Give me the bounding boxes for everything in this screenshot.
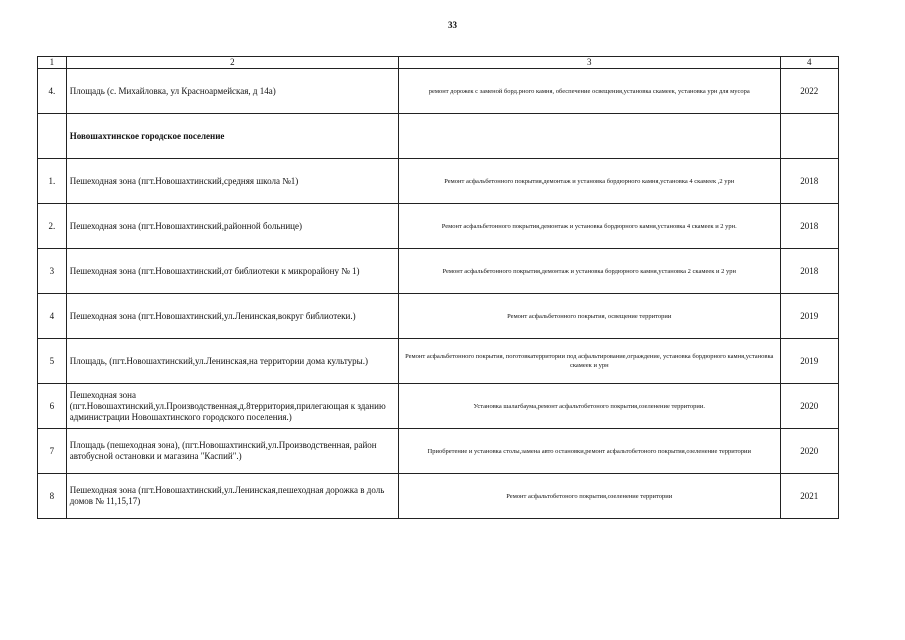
column-header: 1	[38, 57, 67, 69]
row-number	[38, 114, 67, 159]
location-cell: Пешеходная зона (пгт.Новошахтинский,районной больнице)	[66, 204, 398, 249]
works-cell: Ремонт асфальбетонного покрытия,демонтаж и установка бордюрного камня,установка 4 скамеек и 2 урн.	[399, 204, 781, 249]
row-number: 4.	[38, 69, 67, 114]
section-row	[38, 114, 839, 159]
works-cell: Установка шалагбаума,ремонт асфальтобетоного покрытия,озеленение территории.	[399, 384, 781, 429]
table-row	[38, 474, 839, 519]
table-row	[38, 69, 839, 114]
location-cell: Пешеходная зона (пгт.Новошахтинский,средняя школа №1)	[66, 159, 398, 204]
improvement-table	[37, 56, 839, 519]
year-cell: 2018	[780, 249, 838, 294]
page-number: 33	[448, 20, 457, 30]
location-cell: Пешеходная зона (пгт.Новошахтинский,ул.Ленинская,вокруг библиотеки.)	[66, 294, 398, 339]
year-cell: 2020	[780, 384, 838, 429]
row-number: 7	[38, 429, 67, 474]
row-number: 8	[38, 474, 67, 519]
section-title: Новошахтинское городское поселение	[66, 114, 398, 159]
year-cell: 2021	[780, 474, 838, 519]
table-row	[38, 249, 839, 294]
works-cell: Ремонт асфальбетонного покрытия, освещение территории	[399, 294, 781, 339]
row-number: 2.	[38, 204, 67, 249]
column-header: 2	[66, 57, 398, 69]
row-number: 5	[38, 339, 67, 384]
works-cell	[399, 114, 781, 159]
location-cell: Площадь (пешеходная зона), (пгт.Новошахтинский,ул.Производственная, район автобусной остановки и магазина "Каспий".)	[66, 429, 398, 474]
works-cell: ремонт дорожек с заменой борд.рного камня, обеспечение освещения,установка скамеек, установка урн для мусора	[399, 69, 781, 114]
row-number: 1.	[38, 159, 67, 204]
works-cell: Приобретение и установка столы,замена авто остановки,ремонт асфальтобетоного покрытия,озеленение территории	[399, 429, 781, 474]
location-cell: Пешеходная зона (пгт.Новошахтинский,ул.Производственная,д.8территория,прилегающая к зданию администрации Новошахтинского городского поселения.)	[66, 384, 398, 429]
row-number: 3	[38, 249, 67, 294]
row-number: 6	[38, 384, 67, 429]
works-cell: Ремонт асфальбетонного покрытия,демонтаж и установка бордюрного камня,установка 2 скамеек и 2 урн	[399, 249, 781, 294]
year-cell: 2022	[780, 69, 838, 114]
year-cell: 2018	[780, 204, 838, 249]
row-number: 4	[38, 294, 67, 339]
year-cell: 2019	[780, 294, 838, 339]
table-row	[38, 204, 839, 249]
location-cell: Площадь, (пгт.Новошахтинский,ул.Ленинская,на территории дома культуры.)	[66, 339, 398, 384]
works-cell: Ремонт асфальтобетоного покрытия,озеленение территории	[399, 474, 781, 519]
table-row	[38, 429, 839, 474]
column-header: 3	[399, 57, 781, 69]
year-cell: 2019	[780, 339, 838, 384]
works-cell: Ремонт асфальбетонного покрытия, поготовкатерритории под асфальтирование,ограждение, установка бордюрного камня,установка скамеек и урн	[399, 339, 781, 384]
location-cell: Пешеходная зона (пгт.Новошахтинский,ул.Ленинская,пешеходная дорожка в доль домов № 11,15,17)	[66, 474, 398, 519]
table-row	[38, 159, 839, 204]
works-cell: Ремонт асфальбетонного покрытия,демонтаж и установка бордюрного камня,установка 4 скамеек ,2 урн	[399, 159, 781, 204]
year-cell: 2018	[780, 159, 838, 204]
column-header: 4	[780, 57, 838, 69]
location-cell: Пешеходная зона (пгт.Новошахтинский,от библиотеки к микрорайону № 1)	[66, 249, 398, 294]
location-cell: Площадь (с. Михайловка, ул Красноармейская, д 14а)	[66, 69, 398, 114]
year-cell	[780, 114, 838, 159]
table-row	[38, 384, 839, 429]
table-row	[38, 294, 839, 339]
table-row	[38, 339, 839, 384]
year-cell: 2020	[780, 429, 838, 474]
table-header-row	[38, 57, 839, 69]
